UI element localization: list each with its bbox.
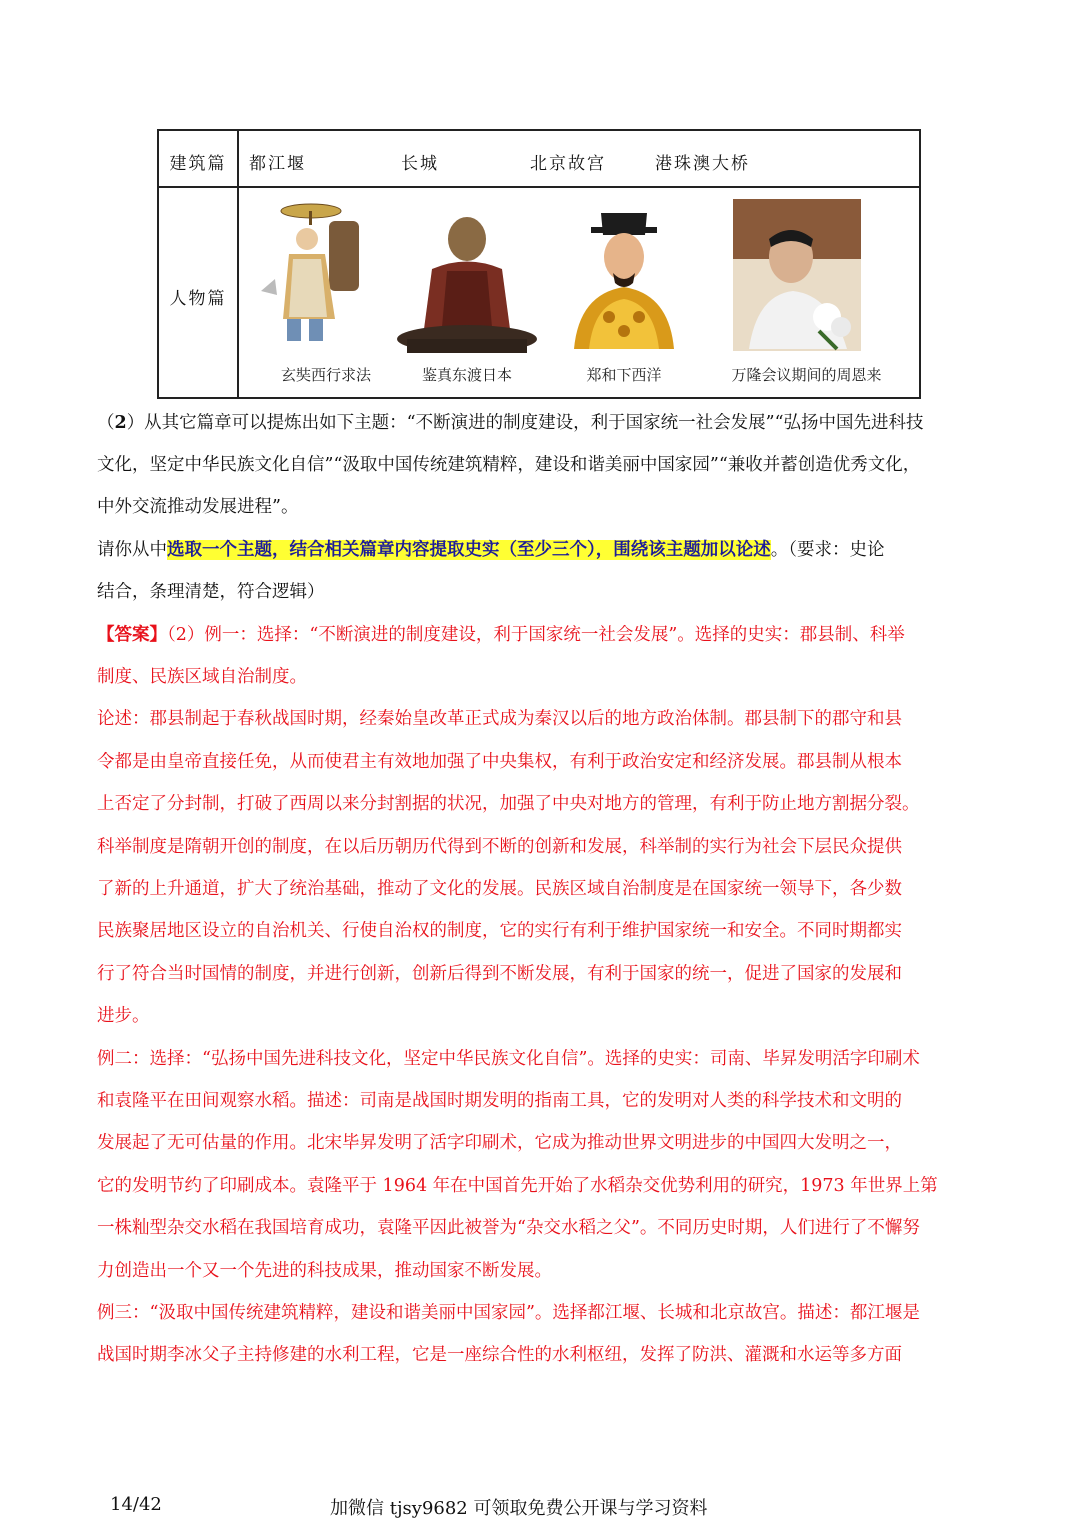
- answer-line-8: 民族聚居地区设立的自治机关、行使自治权的制度，它的实行有利于维护国家统一和安全。不同时期都实: [97, 921, 902, 941]
- answer-line-1: [97, 614, 985, 656]
- arch-item-2: 长城: [401, 154, 439, 174]
- answer-line-7: 了新的上升通道，扩大了统治基础，推动了文化的发展。民族区域自治制度是在国家统一领导下，各少数: [97, 879, 902, 899]
- answer-line-13: 发展起了无可估量的作用。北宋毕昇发明了活字印刷术，它成为推动世界文明进步的中国四大发明之一，: [97, 1133, 902, 1153]
- question-text: ）从其它篇章可以提炼出如下主题：“不断演进的制度建设，利于国家统一社会发展”“弘扬中国先进科技: [126, 413, 924, 433]
- question-paragraph-2-line-2: 结合，条理清楚，符合逻辑）: [97, 582, 325, 602]
- jianzhen-statue: [392, 199, 542, 389]
- question-paragraph-1: [97, 402, 985, 444]
- paren-open: （: [97, 413, 115, 433]
- xuanzang-illustration: [251, 199, 401, 389]
- row-header-people: 人物篇: [169, 289, 227, 309]
- row-header-architecture: 建筑篇: [169, 154, 227, 174]
- answer-line-12: 和袁隆平在田间观察水稻。描述：司南是战国时期发明的指南工具，它的发明对人类的科学技术和文明的: [97, 1091, 902, 1111]
- person-zhouenlai: [719, 199, 894, 389]
- answer-line-5: 上否定了分封制，打破了西周以来分封割据的状况，加强了中央对地方的管理，有利于防止地方割据分裂。: [97, 794, 920, 814]
- question-paragraph-2: [97, 529, 985, 571]
- page-number: 14/42: [110, 1494, 162, 1515]
- person-jianzhen: [392, 199, 542, 389]
- answer-line-10: 进步。: [97, 1006, 150, 1026]
- arch-item-1: 都江堰: [249, 154, 306, 174]
- footer-promo: 加微信 tjsy9682 可领取免费公开课与学习资料: [330, 1498, 708, 1519]
- question-line-3: 中外交流推动发展进程”。: [97, 497, 299, 517]
- answer-line-3: 论述：郡县制起于春秋战国时期，经秦始皇改革正式成为秦汉以后的地方政治体制。郡县制下的郡守和县: [97, 709, 902, 729]
- answer-line-9: 行了符合当时国情的制度，并进行创新，创新后得到不断发展，有利于国家的统一，促进了国家的发展和: [97, 964, 902, 984]
- person-xuanzang: [251, 199, 401, 389]
- answer-line-16: 力创造出一个又一个先进的科技成果，推动国家不断发展。: [97, 1261, 552, 1281]
- question-number: 2: [114, 413, 127, 433]
- answer-line-15: 一株籼型杂交水稻在我国培育成功，袁隆平因此被誉为“杂交水稻之父”。不同历史时期，人们进行了不懈努: [97, 1218, 920, 1238]
- instruction-prefix: 请你从中: [97, 540, 167, 560]
- zhenghe-portrait: [549, 199, 699, 389]
- person-zhenghe: [549, 199, 699, 389]
- answer-line-6: 科举制度是隋朝开创的制度，在以后历朝历代得到不断的创新和发展，科举制的实行为社会下层民众提供: [97, 837, 902, 857]
- answer-text: （2）例一：选择：“不断演进的制度建设，利于国家统一社会发展”。选择的史实：郡县制、科举: [167, 625, 905, 645]
- arch-item-4: 港珠澳大桥: [655, 154, 750, 174]
- person-caption-3: 郑和下西洋: [586, 366, 662, 384]
- zhouenlai-photo: [719, 199, 894, 389]
- theme-table: [157, 129, 921, 399]
- person-caption-1: 玄奘西行求法: [280, 366, 371, 384]
- answer-tag: 【答案】: [97, 625, 167, 645]
- person-caption-4: 万隆会议期间的周恩来: [731, 366, 882, 384]
- highlighted-instruction: 选取一个主题，结合相关篇章内容提取史实（至少三个），围绕该主题加以论述: [167, 540, 771, 560]
- answer-line-14: 它的发明节约了印刷成本。袁隆平于 1964 年在中国首先开始了水稻杂交优势利用的研究，1973 年世界上第: [97, 1176, 938, 1196]
- table-divider: [237, 131, 239, 397]
- answer-line-18: 战国时期李冰父子主持修建的水利工程，它是一座综合性的水利枢纽，发挥了防洪、灌溉和水运等多方面: [97, 1345, 902, 1365]
- instruction-suffix: 。（要求：史论: [770, 540, 885, 560]
- answer-line-4: 令都是由皇帝直接任免，从而使君主有效地加强了中央集权，有利于政治安定和经济发展。郡县制从根本: [97, 752, 902, 772]
- person-caption-2: 鉴真东渡日本: [421, 366, 512, 384]
- question-line-2: 文化，坚定中华民族文化自信”“汲取中国传统建筑精粹，建设和谐美丽中国家园”“兼收并蓄创造优秀文化，: [97, 455, 921, 475]
- arch-item-3: 北京故宫: [530, 154, 606, 174]
- answer-line-17: 例三：“汲取中国传统建筑精粹，建设和谐美丽中国家园”。选择都江堰、长城和北京故宫。描述：都江堰是: [97, 1303, 920, 1323]
- answer-line-11: 例二：选择：“弘扬中国先进科技文化，坚定中华民族文化自信”。选择的史实：司南、毕昇发明活字印刷术: [97, 1049, 920, 1069]
- answer-line-2: 制度、民族区域自治制度。: [97, 667, 307, 687]
